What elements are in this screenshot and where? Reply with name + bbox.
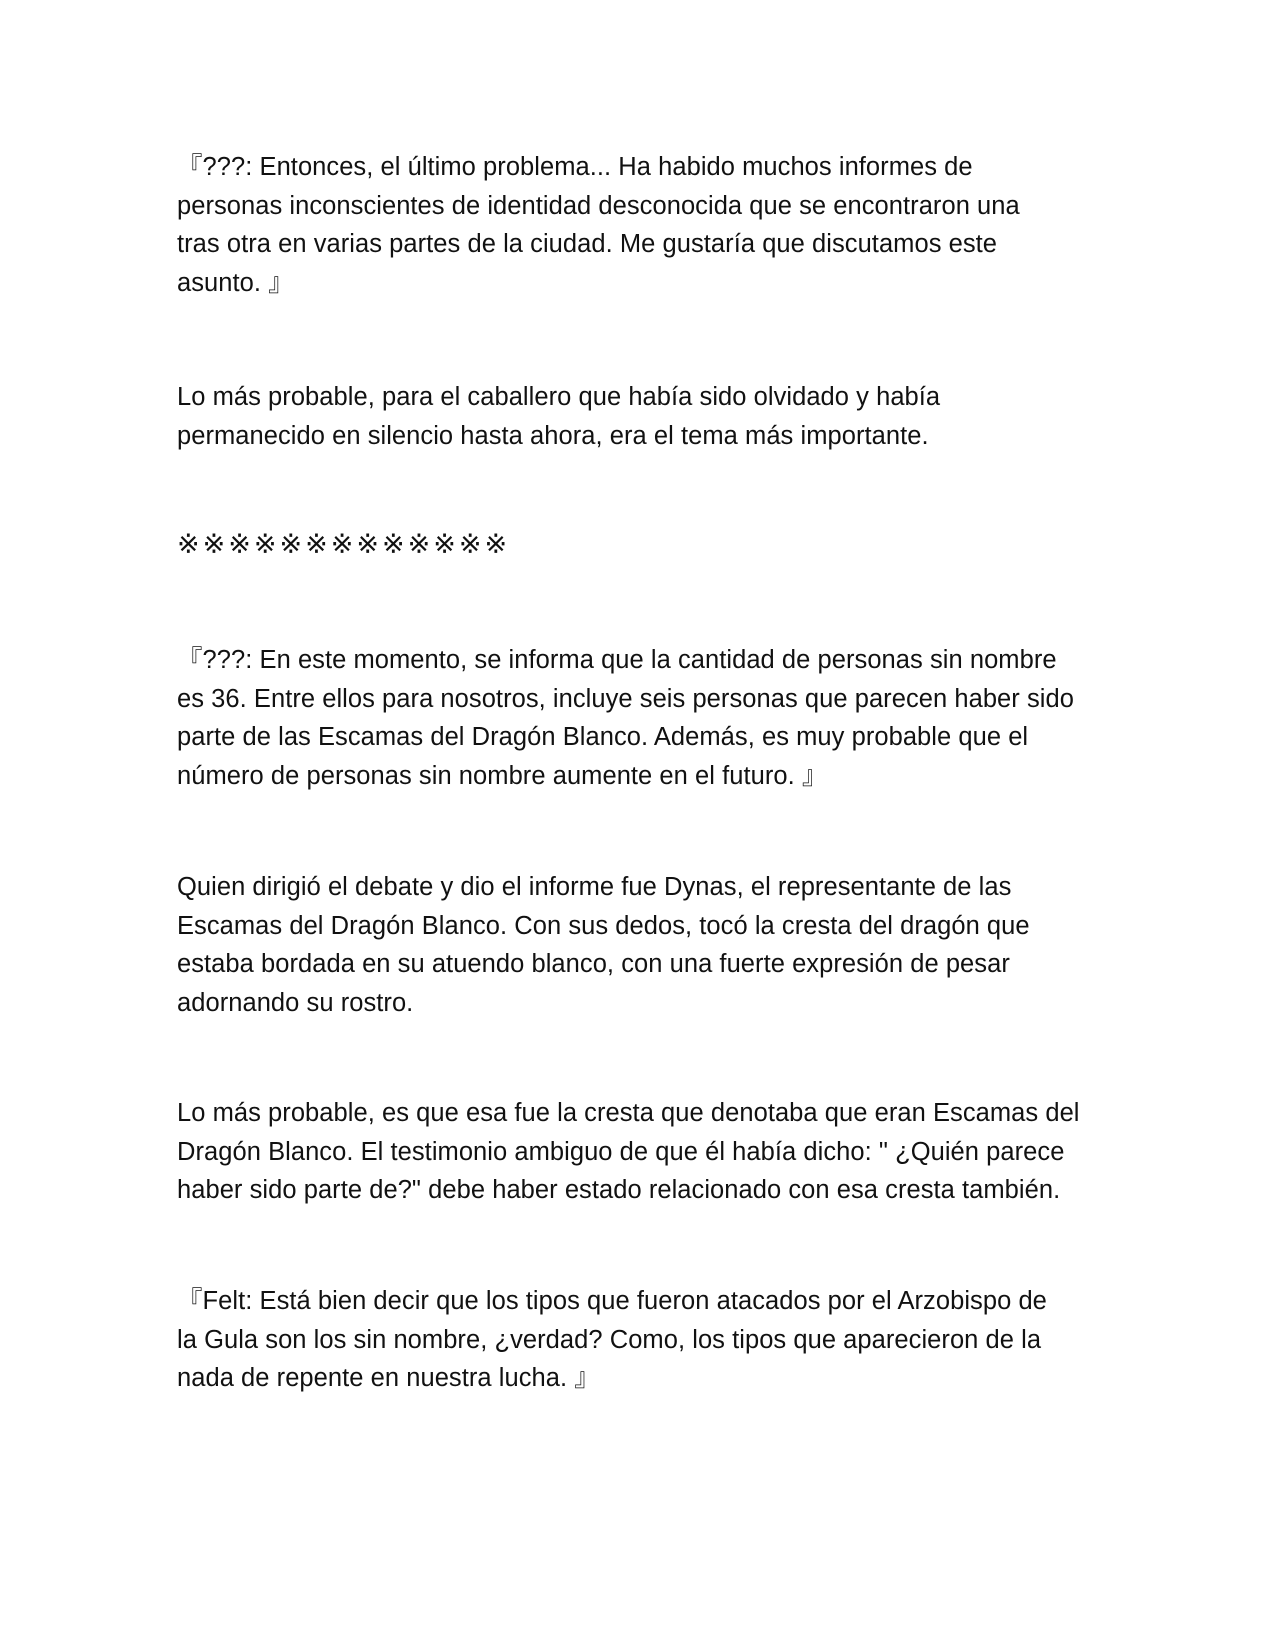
text-line: Quien dirigió el debate y dio el informe fue Dynas, el representante de las	[177, 873, 1012, 901]
text-line: haber sido parte de?" debe haber estado relacionado con esa cresta también.	[177, 1176, 1061, 1204]
text-line: Dragón Blanco. El testimonio ambiguo de que él había dicho: " ¿Quién parece	[177, 1137, 1065, 1166]
text-line: número de personas sin nombre aumente en el futuro. 』	[177, 761, 828, 790]
text-line: nada de repente en nuestra lucha. 』	[177, 1364, 600, 1392]
text-line: personas inconscientes de identidad desconocida que se encontraron una	[177, 191, 1020, 220]
narration-paragraph	[177, 1094, 1117, 1210]
text-line: es 36. Entre ellos para nosotros, incluye seis personas que parecen haber sido	[177, 684, 1074, 713]
text-line: 『???: Entonces, el último problema... Ha habido muchos informes de	[177, 153, 973, 181]
dialogue-paragraph	[177, 148, 1117, 302]
text-line: Escamas del Dragón Blanco. Con sus dedos, tocó la cresta del dragón que	[177, 911, 1030, 940]
text-line: asunto. 』	[177, 268, 294, 297]
text-line: la Gula son los sin nombre, ¿verdad? Como, los tipos que aparecieron de la	[177, 1325, 1042, 1354]
text-line: parte de las Escamas del Dragón Blanco. Además, es muy probable que el	[177, 723, 1029, 751]
text-line: 『???: En este momento, se informa que la cantidad de personas sin nombre	[177, 646, 1057, 674]
scene-break-divider	[177, 525, 1117, 564]
text-line: adornando su rostro.	[177, 988, 414, 1017]
scene-break-symbols: ※※※※※※※※※※※※※	[177, 529, 511, 559]
dialogue-paragraph	[177, 1282, 1117, 1398]
dialogue-paragraph	[177, 641, 1117, 795]
text-line: permanecido en silencio hasta ahora, era el tema más importante.	[177, 421, 929, 450]
text-line: 『Felt: Está bien decir que los tipos que fueron atacados por el Arzobispo de	[177, 1287, 1047, 1315]
narration-paragraph	[177, 868, 1117, 1022]
narration-paragraph	[177, 378, 1117, 455]
text-line: estaba bordada en su atuendo blanco, con una fuerte expresión de pesar	[177, 950, 1010, 978]
text-line: tras otra en varias partes de la ciudad. Me gustaría que discutamos este	[177, 230, 998, 258]
text-line: Lo más probable, para el caballero que había sido olvidado y había	[177, 383, 941, 411]
text-line: Lo más probable, es que esa fue la cresta que denotaba que eran Escamas del	[177, 1099, 1080, 1127]
